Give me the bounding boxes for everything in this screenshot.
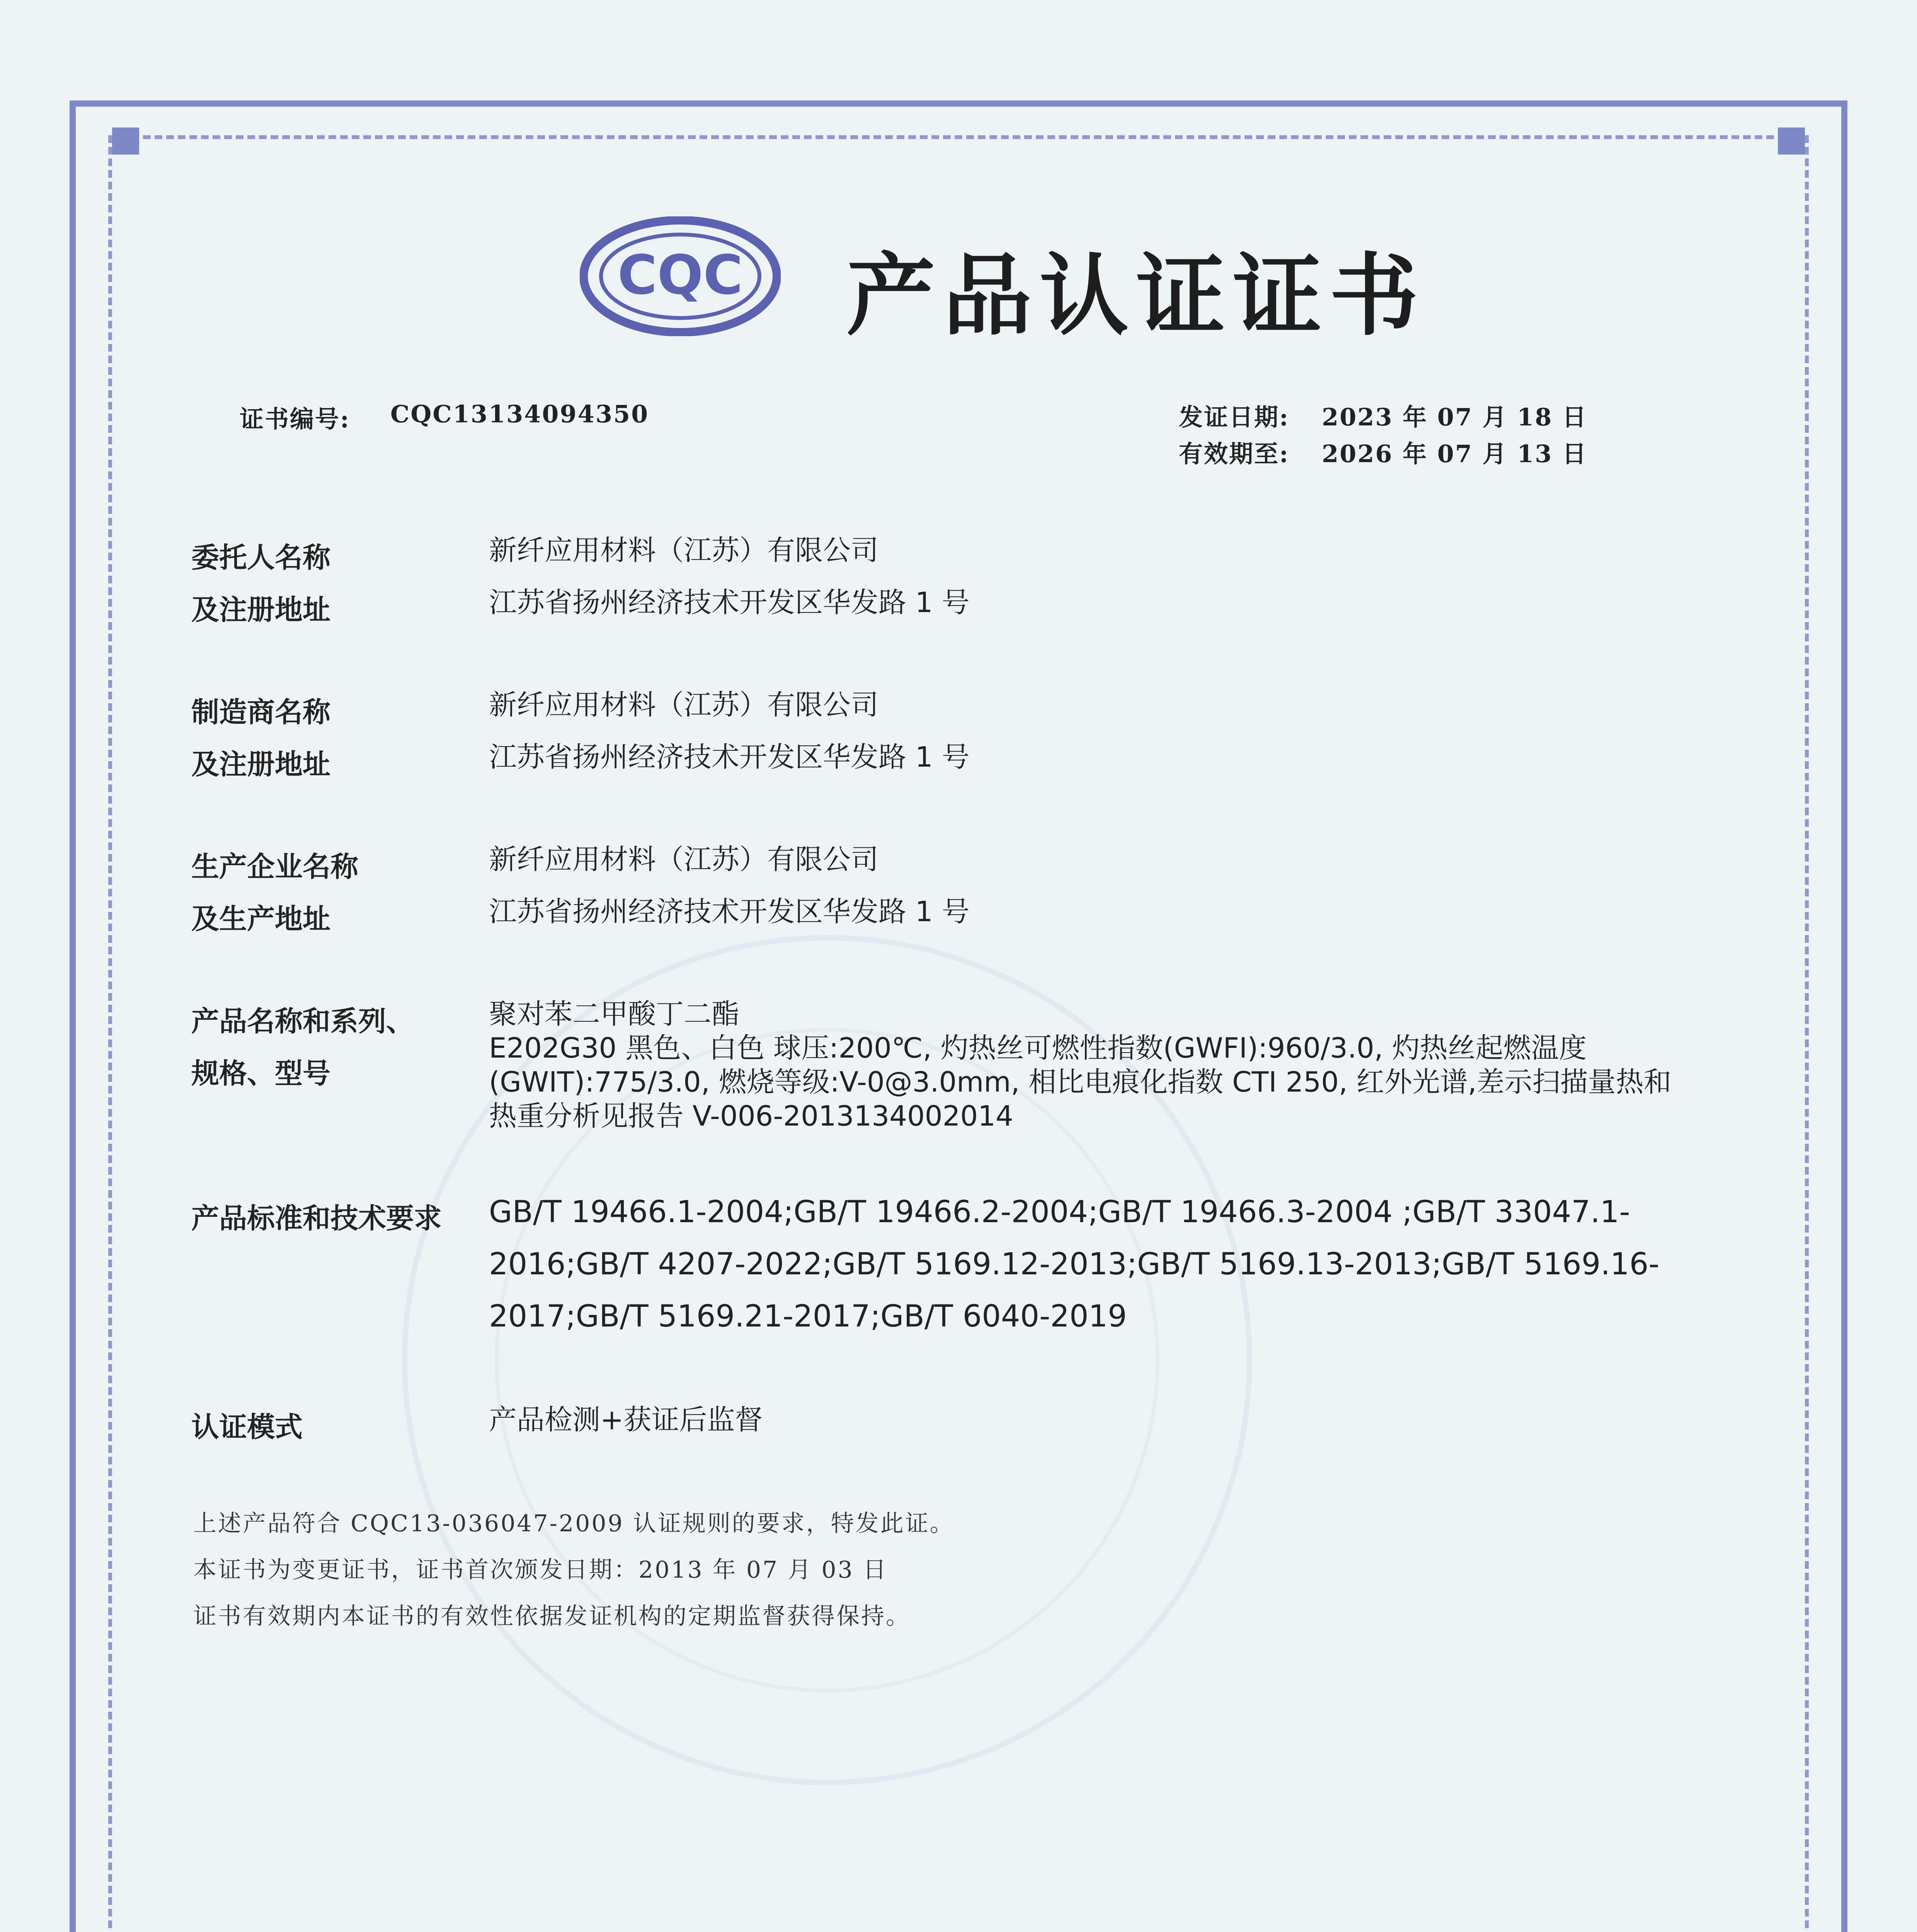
factory-name: 新纤应用材料（江苏）有限公司 bbox=[489, 843, 879, 876]
applicant-address-label: 及注册地址 bbox=[191, 594, 331, 626]
certification-mode-label: 认证模式 bbox=[191, 1411, 303, 1443]
factory-label: 生产企业名称 bbox=[191, 850, 359, 883]
product-description: 聚对苯二甲酸丁二酯 E202G30 黑色、白色 球压:200℃, 灼热丝可燃性指数(GWFI):960/3.0, 灼热丝起燃温度 (GWIT):775/3.0, 燃烧等级:V-0@3.0mm, 相比电痕化指数 CTI 250, 红外光谱,差示扫描量热和 热重分析见报告 V-006-2013134002014 bbox=[489, 998, 1672, 1132]
manufacturer-name: 新纤应用材料（江苏）有限公司 bbox=[489, 689, 879, 721]
cert-number-label: 证书编号: bbox=[240, 405, 350, 433]
corner-ornament-top-right bbox=[1778, 128, 1805, 155]
manufacturer-address-label: 及注册地址 bbox=[191, 748, 331, 781]
note-line-3: 证书有效期内本证书的有效性依据发证机构的定期监督获得保持。 bbox=[193, 1603, 911, 1630]
applicant-label: 委托人名称 bbox=[191, 541, 331, 574]
expiry-date: 2026 年 07 月 13 日 bbox=[1322, 440, 1588, 468]
cqc-logo-text: CQC bbox=[617, 244, 743, 307]
certificate-title: 产品认证证书 bbox=[846, 243, 1427, 348]
note-line-2: 本证书为变更证书，证书首次颁发日期：2013 年 07 月 03 日 bbox=[193, 1556, 888, 1583]
certification-mode: 产品检测+获证后监督 bbox=[489, 1403, 763, 1436]
factory-address: 江苏省扬州经济技术开发区华发路 1 号 bbox=[489, 895, 970, 928]
corner-ornament-top-left bbox=[112, 128, 139, 155]
manufacturer-label: 制造商名称 bbox=[191, 696, 331, 728]
corner-bar bbox=[70, 100, 186, 107]
applicant-name: 新纤应用材料（江苏）有限公司 bbox=[489, 534, 879, 566]
product-label: 产品名称和系列、 bbox=[191, 1005, 414, 1037]
note-line-1: 上述产品符合 CQC13-036047-2009 认证规则的要求，特发此证。 bbox=[193, 1510, 955, 1537]
expiry-date-label: 有效期至: bbox=[1179, 440, 1289, 468]
cert-number: CQC13134094350 bbox=[390, 400, 649, 428]
manufacturer-address: 江苏省扬州经济技术开发区华发路 1 号 bbox=[489, 741, 970, 773]
product-model-label: 规格、型号 bbox=[191, 1057, 331, 1090]
corner-bar bbox=[1731, 100, 1847, 107]
standards-value: GB/T 19466.1-2004;GB/T 19466.2-2004;GB/T 19466.3-2004 ;GB/T 33047.1-2016;GB/T 4207-2022;GB/T 5169.12-2013;GB/T 5169.13-2013;GB/T 5169.16-2017;GB/T 5169.21-2017;GB/T 6040-2019 bbox=[489, 1195, 1660, 1334]
factory-address-label: 及生产地址 bbox=[191, 903, 331, 935]
issue-date-label: 发证日期: bbox=[1179, 403, 1289, 431]
applicant-address: 江苏省扬州经济技术开发区华发路 1 号 bbox=[489, 586, 970, 619]
issue-date: 2023 年 07 月 18 日 bbox=[1322, 403, 1588, 431]
cqc-logo bbox=[580, 216, 781, 336]
standards-label: 产品标准和技术要求 bbox=[191, 1202, 442, 1235]
